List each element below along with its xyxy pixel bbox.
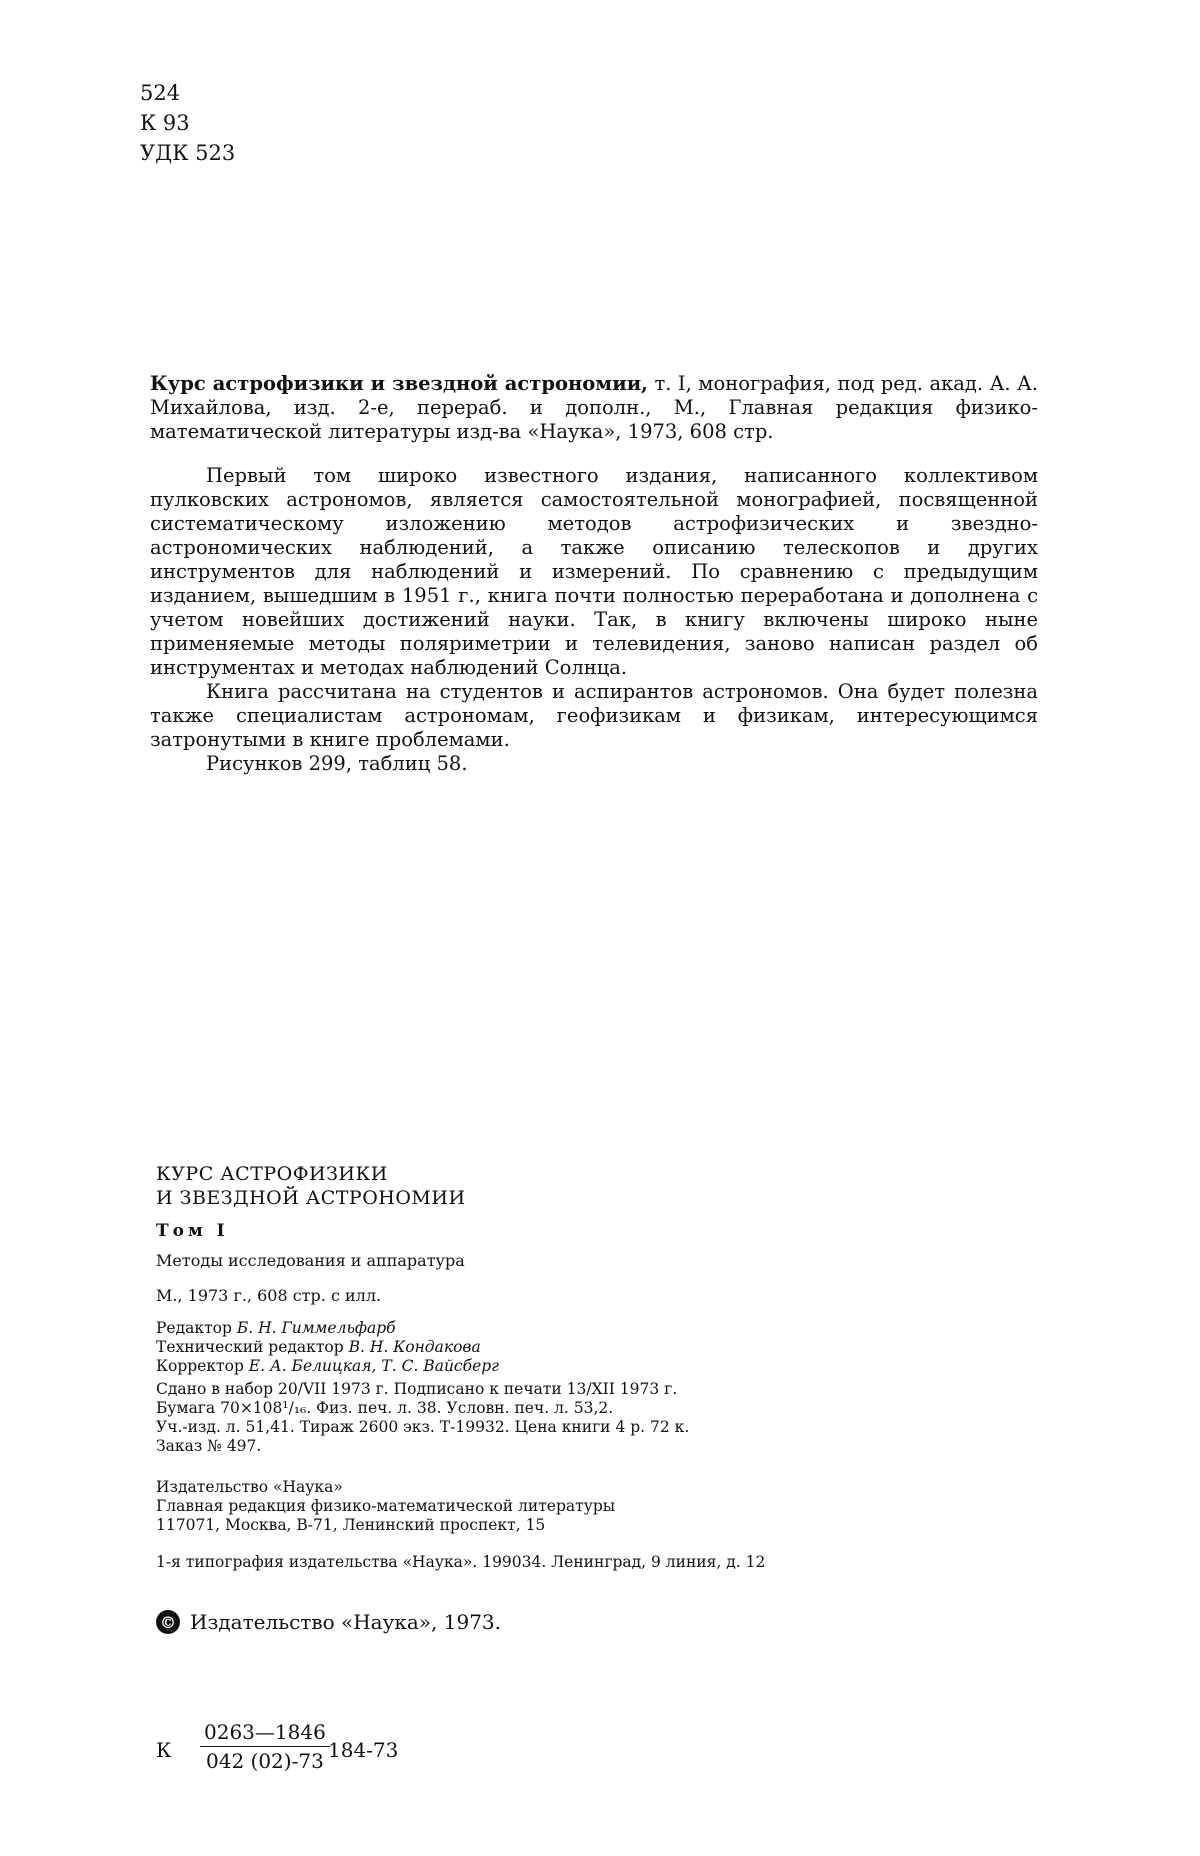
staff-line	[156, 1319, 816, 1338]
index-letter: К	[156, 1738, 172, 1762]
volume-label: Том I	[156, 1221, 229, 1241]
staff-role: Технический редактор	[156, 1338, 349, 1356]
print-line: Заказ № 497.	[156, 1437, 262, 1455]
staff-line	[156, 1357, 816, 1376]
publisher-block	[156, 1478, 816, 1535]
staff-name: Б. Н. Гиммельфарб	[236, 1319, 396, 1337]
classification-block	[140, 78, 235, 168]
series-title-line: КУРС АСТРОФИЗИКИ	[156, 1163, 388, 1185]
staff-list	[156, 1319, 816, 1376]
bbk-index: 524	[140, 81, 181, 105]
publisher-line: Издательство «Наука»	[156, 1478, 343, 1496]
udc-code: УДК 523	[140, 141, 236, 165]
staff-role: Корректор	[156, 1357, 249, 1375]
index-numerator: 0263—1846	[200, 1720, 330, 1747]
book-title-bold: Курс астрофизики и звездной астрономии,	[150, 372, 648, 395]
copyright-line	[156, 1610, 501, 1634]
printer-line: 1-я типография издательства «Наука». 199034. Ленинград, 9 линия, д. 12	[156, 1553, 766, 1571]
staff-line	[156, 1338, 816, 1357]
copyright-icon: ©	[156, 1610, 180, 1634]
bibliographic-details: т. I, монография, под ред. акад. А. А. Михайлова, изд. 2-е, перераб. и дополн., М., Главная редакция физико-математической литературы изд-ва «Наука», 1973, 608 стр.	[150, 372, 1038, 443]
index-suffix: 184-73	[328, 1738, 399, 1762]
print-line: Сдано в набор 20/VII 1973 г. Подписано к печати 13/XII 1973 г.	[156, 1380, 678, 1398]
author-mark: К 93	[140, 111, 190, 135]
series-title-line: И ЗВЕЗДНОЙ АСТРОНОМИИ	[156, 1187, 466, 1209]
figures-count: Рисунков 299, таблиц 58.	[206, 752, 468, 775]
bibliographic-description	[150, 372, 1038, 444]
abstract-paragraph: Первый том широко известного издания, написанного коллективом пулковских астрономов, является самостоятельной монографией, посвященной систематическому изложению методов астрофизических и звездно-астрономических наблюдений, а также описанию телескопов и других инструментов для наблюдений и измерений. По сравнению с предыдущим изданием, вышедшим в 1951 г., книга почти полностью переработана и дополнена с учетом новейших достижений науки. Так, в книгу включены широко ныне применяемые методы поляриметрии и телевидения, заново написан раздел об инструментах и методах наблюдений Солнца.	[150, 464, 1038, 679]
annotation-block	[150, 372, 1038, 776]
print-line: Уч.-изд. л. 51,41. Тираж 2600 экз. Т-19932. Цена книги 4 р. 72 к.	[156, 1418, 690, 1436]
staff-name: Е. А. Белицкая, Т. С. Вайсберг	[248, 1357, 499, 1375]
publisher-line: 117071, Москва, В-71, Ленинский проспект, 15	[156, 1516, 546, 1534]
volume-subtitle: Методы исследования и аппаратура	[156, 1251, 465, 1270]
staff-name: В. Н. Кондакова	[348, 1338, 481, 1356]
audience-paragraph: Книга рассчитана на студентов и аспирантов астрономов. Она будет полезна также специалистам астрономам, геофизикам и физикам, интересующимся затронутыми в книге проблемами.	[150, 680, 1038, 751]
colophon-block	[156, 1162, 816, 1572]
publication-note: М., 1973 г., 608 стр. с илл.	[156, 1286, 382, 1305]
publisher-line: Главная редакция физико-математической литературы	[156, 1497, 616, 1515]
print-line: Бумага 70×108¹/₁₆. Физ. печ. л. 38. Условн. печ. л. 53,2.	[156, 1399, 614, 1417]
index-denominator: 042 (02)-73	[206, 1749, 324, 1773]
index-fraction	[200, 1720, 330, 1773]
print-details	[156, 1380, 816, 1456]
copyright-text: Издательство «Наука», 1973.	[190, 1610, 502, 1634]
staff-role: Редактор	[156, 1319, 237, 1337]
series-title	[156, 1162, 816, 1210]
